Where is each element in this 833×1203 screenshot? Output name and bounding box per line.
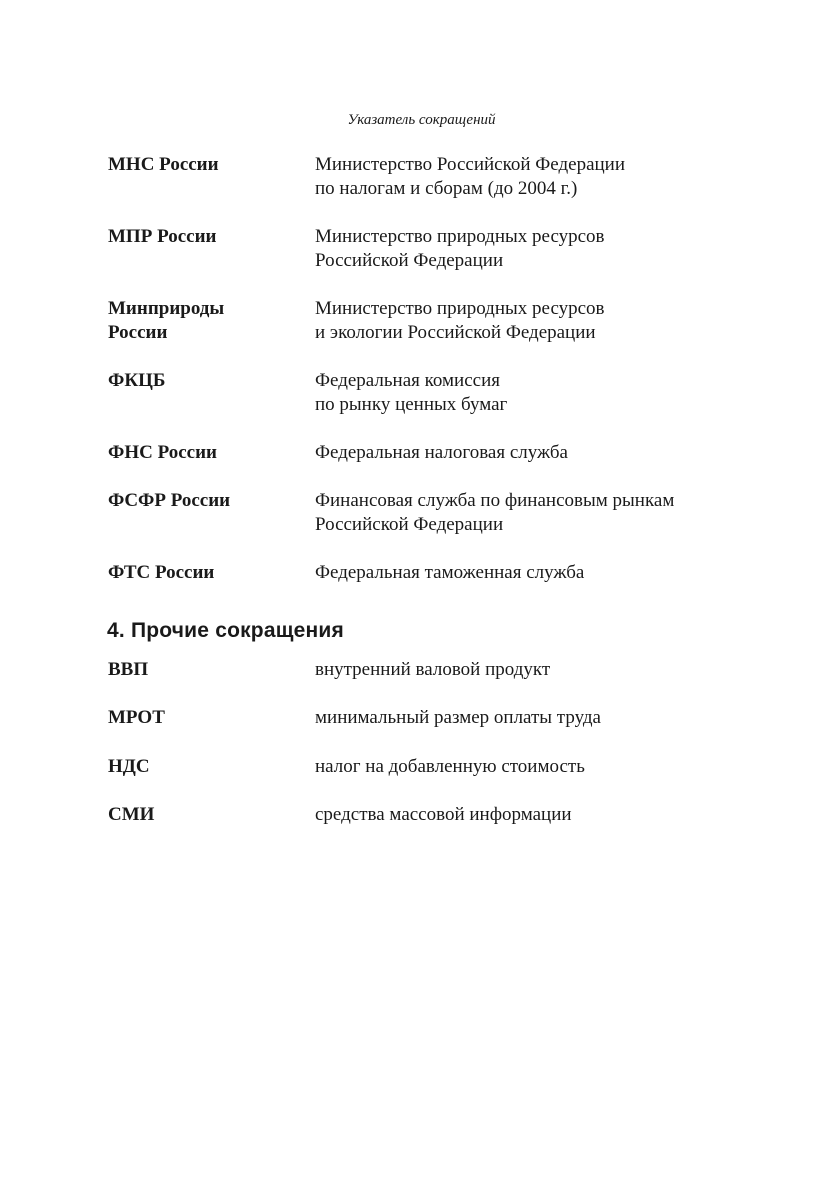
running-head: Указатель сокращений	[347, 112, 496, 128]
abbreviation	[108, 561, 308, 585]
definition-line: Российской Федерации	[315, 250, 504, 271]
definition-line: Министерство природных ресурсов	[315, 298, 605, 319]
definition-line: налог на добавленную стоимость	[315, 756, 585, 777]
abbreviation-line: Минприроды	[108, 298, 225, 319]
definition	[315, 803, 755, 827]
section-heading: 4. Прочие сокращения	[107, 619, 344, 642]
abbreviation-line: ФКЦБ	[108, 370, 166, 391]
definition-line: Федеральная комиссия	[315, 370, 500, 391]
abbreviation	[108, 225, 308, 249]
abbreviation	[108, 706, 308, 730]
definition	[315, 489, 755, 537]
definition-line: внутренний валовой продукт	[315, 659, 551, 680]
abbreviation	[108, 297, 308, 345]
abbreviation	[108, 489, 308, 513]
abbreviation-line: СМИ	[108, 804, 155, 825]
abbreviation-line: России	[108, 322, 168, 343]
definition-line: Российской Федерации	[315, 514, 504, 535]
definition	[315, 225, 755, 273]
definition	[315, 561, 755, 585]
abbreviation-line: МНС России	[108, 154, 219, 175]
abbreviation-line: МРОТ	[108, 707, 165, 728]
abbreviation	[108, 803, 308, 827]
definition	[315, 441, 755, 465]
abbreviation-line: ВВП	[108, 659, 149, 680]
definition-line: Федеральная таможенная служба	[315, 562, 585, 583]
abbreviation-line: МПР России	[108, 226, 217, 247]
definition	[315, 706, 755, 730]
definition-line: средства массовой информации	[315, 804, 572, 825]
abbreviation-line: НДС	[108, 756, 150, 777]
abbreviation	[108, 658, 308, 682]
abbreviation-line: ФТС России	[108, 562, 215, 583]
definition-line: минимальный размер оплаты труда	[315, 707, 601, 728]
definition-line: и экологии Российской Федерации	[315, 322, 596, 343]
definition	[315, 755, 755, 779]
abbreviation-line: ФНС России	[108, 442, 217, 463]
abbreviation	[108, 369, 308, 393]
definition	[315, 658, 755, 682]
definition-line: Министерство Российской Федерации	[315, 154, 626, 175]
definition-line: по налогам и сборам (до 2004 г.)	[315, 178, 578, 199]
abbreviation-line: ФСФР России	[108, 490, 231, 511]
definition-line: Финансовая служба по финансовым рынкам	[315, 490, 675, 511]
abbreviation	[108, 441, 308, 465]
definition-line: Министерство природных ресурсов	[315, 226, 605, 247]
abbreviation	[108, 153, 308, 177]
definition-line: по рынку ценных бумаг	[315, 394, 508, 415]
abbreviation	[108, 755, 308, 779]
definition	[315, 153, 755, 201]
definition-line: Федеральная налоговая служба	[315, 442, 568, 463]
definition	[315, 369, 755, 417]
definition	[315, 297, 755, 345]
